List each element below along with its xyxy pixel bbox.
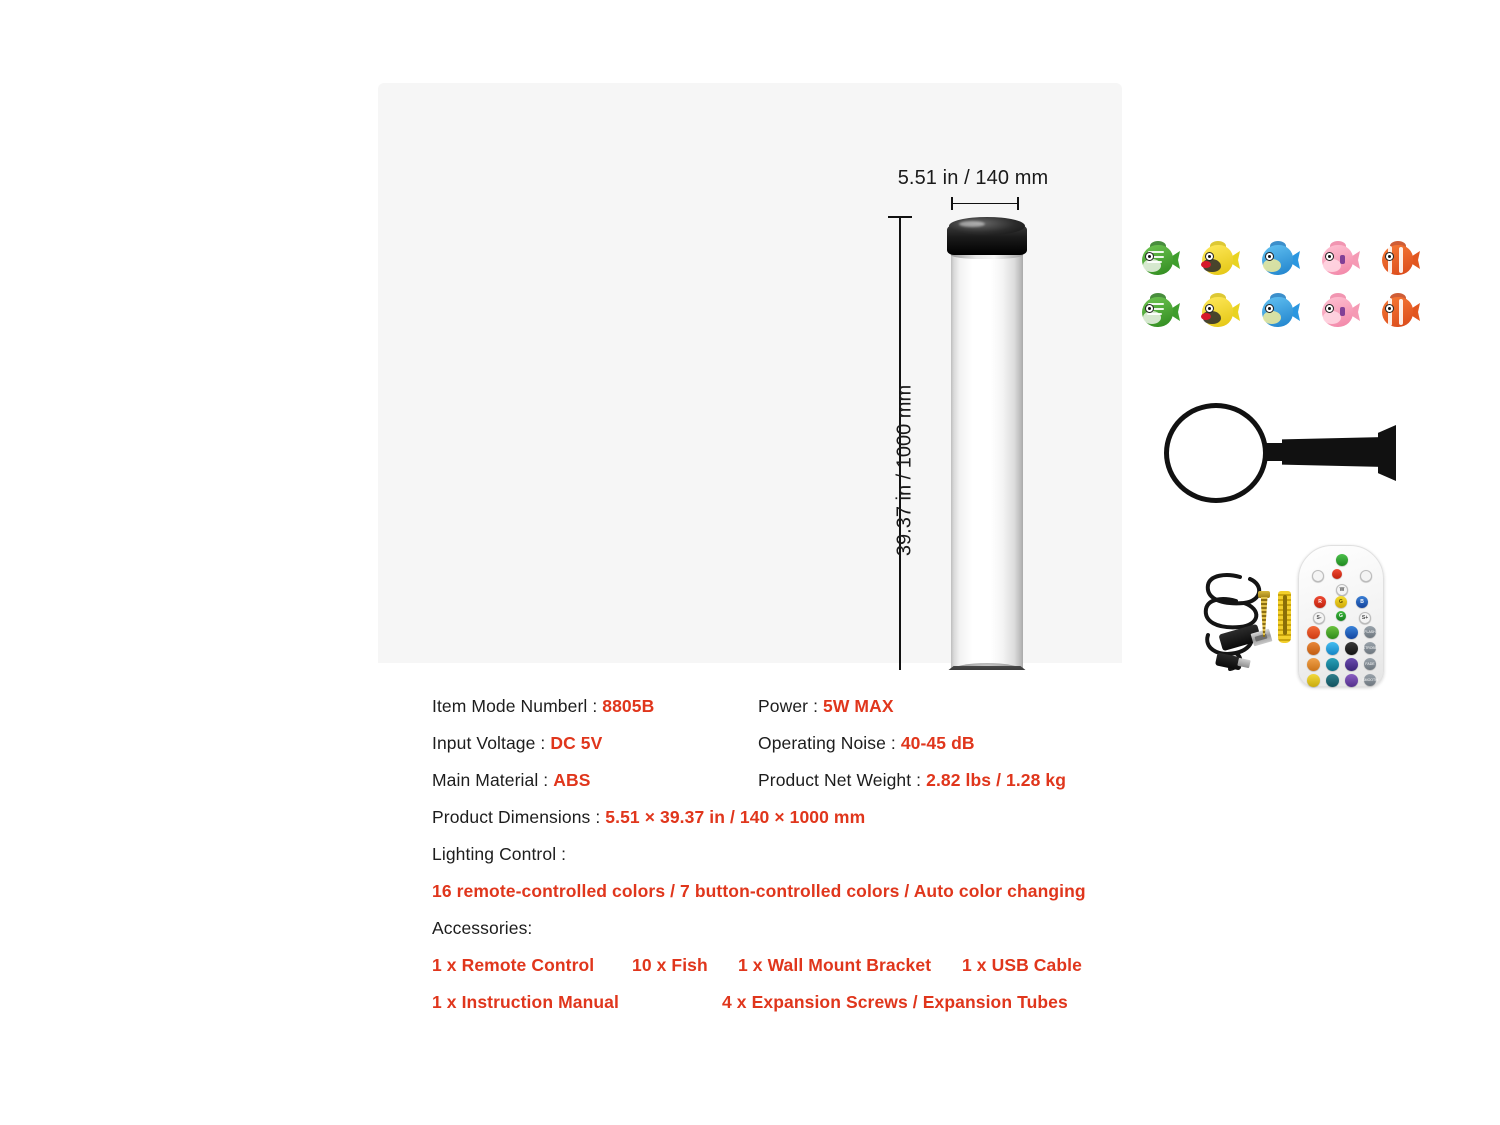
- remote-speed-down-button[interactable]: S-: [1313, 612, 1325, 624]
- remote-color-swatch[interactable]: [1345, 674, 1358, 687]
- accessory-usb-cable: 1 x USB Cable: [962, 955, 1082, 975]
- width-dimension-label: 5.51 in / 140 mm: [897, 167, 1049, 189]
- spec-item-voltage: [432, 733, 602, 754]
- height-dimension-label: 39.37 in / 1000 mm: [893, 384, 916, 557]
- accessory-expansion-screws: 4 x Expansion Screws / Expansion Tubes: [722, 992, 1068, 1012]
- remote-color-swatch[interactable]: [1345, 626, 1358, 639]
- fish-row: [1140, 293, 1420, 337]
- spec-item-model: [432, 696, 654, 717]
- fish-blue: [1260, 293, 1300, 333]
- fish-blue: [1260, 241, 1300, 281]
- spec-label: Product Dimensions :: [432, 807, 606, 827]
- accessory-fish: 10 x Fish: [632, 955, 708, 975]
- remote-power-off-button[interactable]: [1332, 569, 1342, 579]
- fish-clownfish: [1380, 293, 1420, 333]
- remote-flash-button[interactable]: FLASH: [1364, 626, 1376, 638]
- fish-yellow: [1200, 241, 1240, 281]
- accessories-label: Accessories:: [432, 918, 533, 938]
- fish-accessories-illustration: [1140, 241, 1420, 341]
- expansion-tube-illustration: [1278, 591, 1291, 643]
- spec-value: 2.82 lbs / 1.28 kg: [926, 770, 1067, 790]
- spec-value: 40-45 dB: [900, 733, 975, 753]
- height-dimension-cap-top: [888, 216, 912, 218]
- product-image-panel: [378, 83, 1378, 682]
- spec-value: 5.51 × 39.37 in / 140 × 1000 mm: [605, 807, 866, 827]
- remote-color-swatch[interactable]: [1345, 642, 1358, 655]
- fish-row: [1140, 241, 1420, 285]
- spec-item-noise: [758, 733, 975, 754]
- remote-fade-button[interactable]: FADE: [1364, 658, 1376, 670]
- lighting-control-value: 16 remote-controlled colors / 7 button-controlled colors / Auto color changing: [432, 881, 1086, 901]
- remote-power-on-button[interactable]: [1336, 554, 1348, 566]
- remote-brightness-down-button[interactable]: [1360, 570, 1372, 582]
- bracket-arm: [1282, 437, 1386, 467]
- fish-pink: [1320, 241, 1360, 281]
- remote-color-swatch[interactable]: [1326, 642, 1339, 655]
- remote-color-swatch[interactable]: [1326, 658, 1339, 671]
- remote-brightness-up-button[interactable]: [1312, 570, 1324, 582]
- specifications-panel: [378, 670, 1122, 1038]
- fish-green: [1140, 293, 1180, 333]
- lighting-control-label: Lighting Control :: [432, 844, 567, 864]
- spec-label: Operating Noise :: [758, 733, 901, 753]
- remote-speed-up-button[interactable]: S+: [1359, 612, 1371, 624]
- specifications-list: [378, 670, 1122, 1038]
- remote-smooth-button[interactable]: SMOOTH: [1364, 674, 1376, 686]
- remote-color-swatch[interactable]: [1307, 642, 1320, 655]
- remote-color-swatch[interactable]: [1307, 658, 1320, 671]
- spec-value: DC 5V: [550, 733, 603, 753]
- remote-color-swatch[interactable]: [1307, 626, 1320, 639]
- spec-label: Item Mode Numberl :: [432, 696, 603, 716]
- spec-label: Product Net Weight :: [758, 770, 927, 790]
- fish-pink: [1320, 293, 1360, 333]
- remote-color-grid: [1307, 612, 1377, 680]
- width-dimension-cap-right: [1017, 197, 1019, 210]
- spec-value: 5W MAX: [823, 696, 894, 716]
- fish-yellow: [1200, 293, 1240, 333]
- remote-green-button[interactable]: G: [1336, 611, 1346, 621]
- screw-shaft: [1261, 597, 1268, 637]
- remote-color-swatch[interactable]: [1326, 626, 1339, 639]
- spec-item-weight: [758, 770, 1066, 791]
- bracket-ring: [1164, 403, 1268, 503]
- bracket-wall-plate: [1378, 425, 1396, 481]
- spec-value: ABS: [553, 770, 591, 790]
- accessory-remote-control: 1 x Remote Control: [432, 955, 595, 975]
- tube-cap-highlight: [959, 221, 985, 227]
- remote-strobe-button[interactable]: STROBE: [1364, 642, 1376, 654]
- spec-label: Input Voltage :: [432, 733, 551, 753]
- fish-green: [1140, 241, 1180, 281]
- remote-blue-button[interactable]: B: [1356, 596, 1368, 608]
- spec-item-power: [758, 696, 894, 717]
- remote-color-swatch[interactable]: [1326, 674, 1339, 687]
- spec-item-dimensions: [432, 807, 865, 828]
- screw-head: [1258, 591, 1270, 598]
- remote-red-button[interactable]: R: [1314, 596, 1326, 608]
- remote-color-swatch[interactable]: [1307, 674, 1320, 687]
- tube-cap-top-face: [949, 217, 1025, 235]
- accessory-instruction-manual: 1 x Instruction Manual: [432, 992, 619, 1012]
- expansion-screw-illustration: [1258, 591, 1270, 643]
- spec-label: Power :: [758, 696, 823, 716]
- remote-white-button[interactable]: W: [1336, 584, 1348, 596]
- spec-value: 8805B: [602, 696, 655, 716]
- remote-yellow-button[interactable]: G: [1335, 596, 1347, 608]
- fish-clownfish: [1380, 241, 1420, 281]
- width-dimension-line: [951, 203, 1018, 204]
- remote-control-illustration: [1298, 545, 1384, 687]
- spec-item-material: [432, 770, 590, 791]
- aquarium-tube-illustration: [943, 211, 1033, 726]
- wall-mount-bracket-illustration: [1164, 401, 1404, 505]
- width-dimension-cap-left: [951, 197, 953, 210]
- usb-cable-illustration: [1192, 567, 1288, 673]
- spec-label: Main Material :: [432, 770, 554, 790]
- remote-color-swatch[interactable]: [1345, 658, 1358, 671]
- accessory-wall-mount-bracket: 1 x Wall Mount Bracket: [738, 955, 932, 975]
